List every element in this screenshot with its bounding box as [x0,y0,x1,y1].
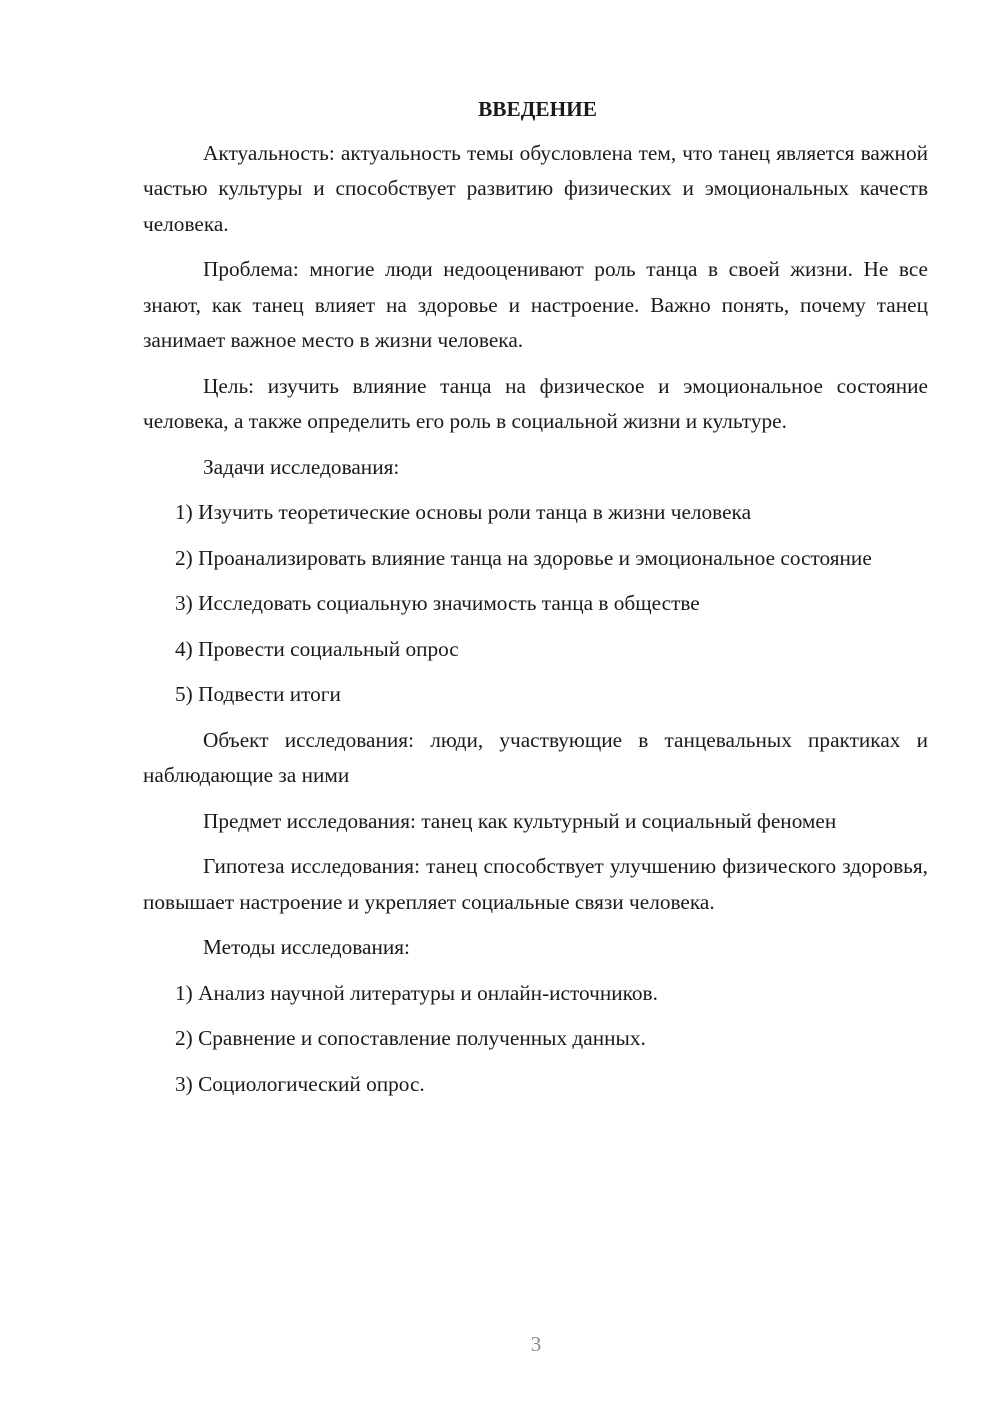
method-item: 2) Сравнение и сопоставление полученных данных. [175,1026,646,1050]
subject-paragraph: Предмет исследования: танец как культурный и социальный феномен [203,808,837,833]
task-item: 3) Исследовать социальную значимость танца в обществе [175,591,700,615]
task-item: 4) Провести социальный опрос [175,636,459,661]
problem-paragraph: Проблема: многие люди недооценивают роль танца в своей жизни. Не все знают, как танец влияет на здоровье и настроение. Важно понять, почему танец занимает важное место в жизни человека. [143,257,928,352]
method-item: 1) Анализ научной литературы и онлайн-источников. [175,980,658,1005]
goal-paragraph: Цель: изучить влияние танца на физическое и эмоциональное состояние человека, а также определить его роль в социальной жизни и культуре. [143,373,928,433]
task-item: 2) Проанализировать влияние танца на здоровье и эмоциональное состояние [175,545,872,570]
page-content [143,92,928,1112]
object-paragraph: Объект исследования: люди, участвующие в танцевальных практиках и наблюдающие за ними [143,727,928,787]
hypothesis-paragraph: Гипотеза исследования: танец способствует улучшению физического здоровья, повышает настроение и укрепляет социальные связи человека. [143,854,928,914]
method-item: 3) Социологический опрос. [175,1071,425,1096]
page-number: 3 [530,1332,542,1356]
section-heading: ВВЕДЕНИЕ [478,97,597,121]
task-item: 1) Изучить теоретические основы роли танца в жизни человека [175,500,752,524]
methods-title: Методы исследования: [203,935,410,959]
task-item: 5) Подвести итоги [175,682,341,706]
relevance-paragraph: Актуальность: актуальность темы обусловлена тем, что танец является важной частью культуры и способствует развитию физических и эмоциональных качеств человека. [143,140,928,236]
tasks-title: Задачи исследования: [203,454,400,479]
